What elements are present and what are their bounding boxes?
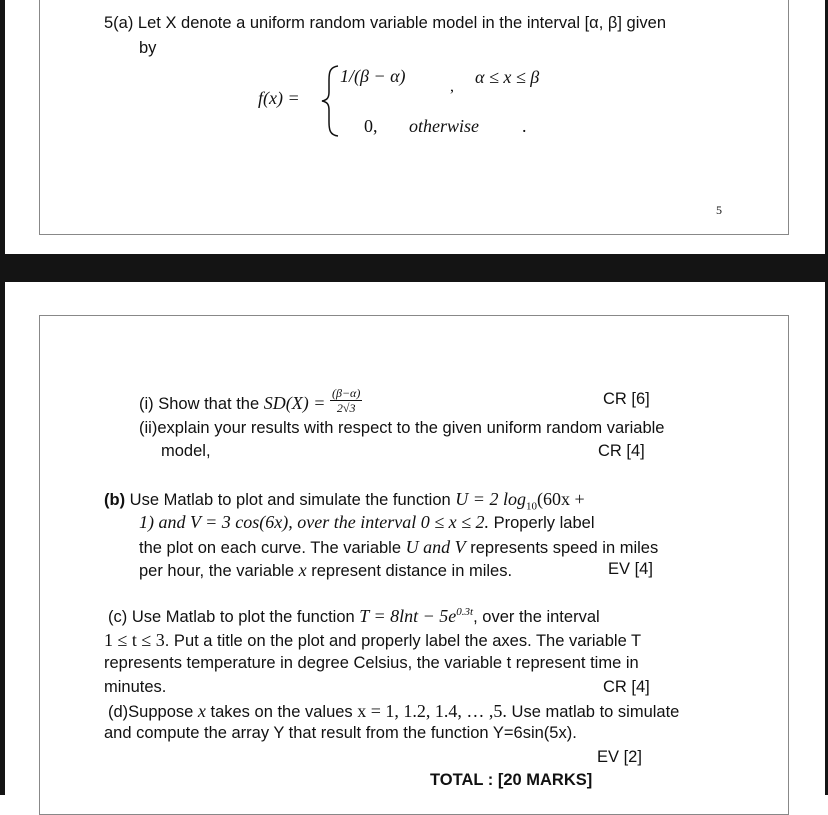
part-d-line1-mid: takes on the values xyxy=(210,703,353,721)
part-b-log-base: 10 xyxy=(525,500,537,513)
part-ii-marks: CR [4] xyxy=(598,442,645,460)
part-d-var-x: x xyxy=(197,701,206,721)
part-ii-line1: (ii)explain your results with respect to the given uniform random variable xyxy=(139,419,665,437)
fraction-numerator: (β−α) xyxy=(331,386,361,400)
q5a-text-line1: 5(a) Let X denote a uniform random variable model in the interval [α, β] given xyxy=(104,14,666,32)
part-i-fraction xyxy=(330,387,362,414)
part-b-v-function: 1) and V = 3 cos(6x), over the interval 0 ≤ x ≤ 2. xyxy=(139,512,489,532)
case2-period: . xyxy=(522,116,527,136)
case1-comma: , xyxy=(450,78,454,95)
case1-condition: α ≤ x ≤ β xyxy=(475,67,540,87)
total-marks: TOTAL : [20 MARKS] xyxy=(430,771,593,789)
part-c-line1-text: (c) Use Matlab to plot the function xyxy=(108,608,355,626)
part-c-line1 xyxy=(108,607,600,626)
part-b-u-function: U = 2 log xyxy=(455,489,526,509)
part-b-line1-text: Use Matlab to plot and simulate the function xyxy=(129,491,451,509)
fx-label: f(x) = xyxy=(258,88,300,108)
part-c-line2 xyxy=(104,631,641,650)
part-c-interval: 1 ≤ t ≤ 3 xyxy=(104,630,165,650)
part-c-line3: represents temperature in degree Celsius, the variable t represent time in xyxy=(104,654,639,672)
part-b-line3 xyxy=(139,538,658,557)
part-d-values: x = 1, 1.2, 1.4, … ,5. xyxy=(357,701,507,721)
part-b-line3-pre: the plot on each curve. The variable xyxy=(139,539,402,557)
part-b-line4-math: x xyxy=(298,560,307,580)
part-ii-line2: model, xyxy=(161,442,211,460)
part-c-line1-post: , over the interval xyxy=(473,608,600,626)
case1-value: 1/(β − α) xyxy=(340,66,406,86)
part-b-line3-post: represents speed in miles xyxy=(470,539,659,557)
part-b-label: (b) xyxy=(104,491,126,509)
part-b-line4 xyxy=(139,561,512,580)
part-c-exponent: 0.3t xyxy=(456,606,474,618)
part-i-marks: CR [6] xyxy=(603,390,650,408)
part-c-line4: minutes. xyxy=(104,678,167,696)
part-c-line2-text: . Put a title on the plot and properly label the axes. The variable T xyxy=(164,632,642,650)
part-b-line4-pre: per hour, the variable xyxy=(139,562,295,580)
part-i-formula-lhs: SD(X) = xyxy=(263,392,326,413)
page-number: 5 xyxy=(716,203,722,217)
part-b-line1 xyxy=(104,490,585,513)
part-b-u-arg: (60x + xyxy=(536,489,585,509)
part-b-line3-math: U and V xyxy=(405,537,466,557)
part-i-prefix: (i) Show that the xyxy=(139,394,260,413)
part-d-line1 xyxy=(108,702,679,721)
part-c-t-function: T = 8lnt − 5e xyxy=(359,606,457,626)
part-c-marks: CR [4] xyxy=(603,678,650,696)
part-d-line1-pre: (d)Suppose xyxy=(108,703,194,721)
page-separator-band xyxy=(0,254,828,282)
case2-condition: otherwise xyxy=(409,116,479,136)
part-d-line1-post: Use matlab to simulate xyxy=(511,703,680,721)
part-b-line2-text: Properly label xyxy=(493,514,595,532)
part-b-line2 xyxy=(139,513,594,532)
left-dark-edge xyxy=(0,0,5,795)
part-i-line xyxy=(139,386,362,418)
fraction-denominator: 2√3 xyxy=(336,401,356,415)
case2-value: 0, xyxy=(364,116,378,136)
part-b-marks: EV [4] xyxy=(608,560,653,578)
q5a-text-line2: by xyxy=(139,39,157,57)
part-d-line2: and compute the array Y that result from the function Y=6sin(5x). xyxy=(104,724,577,742)
part-d-marks: EV [2] xyxy=(597,748,642,766)
part-b-line4-post: represent distance in miles. xyxy=(311,562,513,580)
piecewise-brace xyxy=(320,64,342,138)
